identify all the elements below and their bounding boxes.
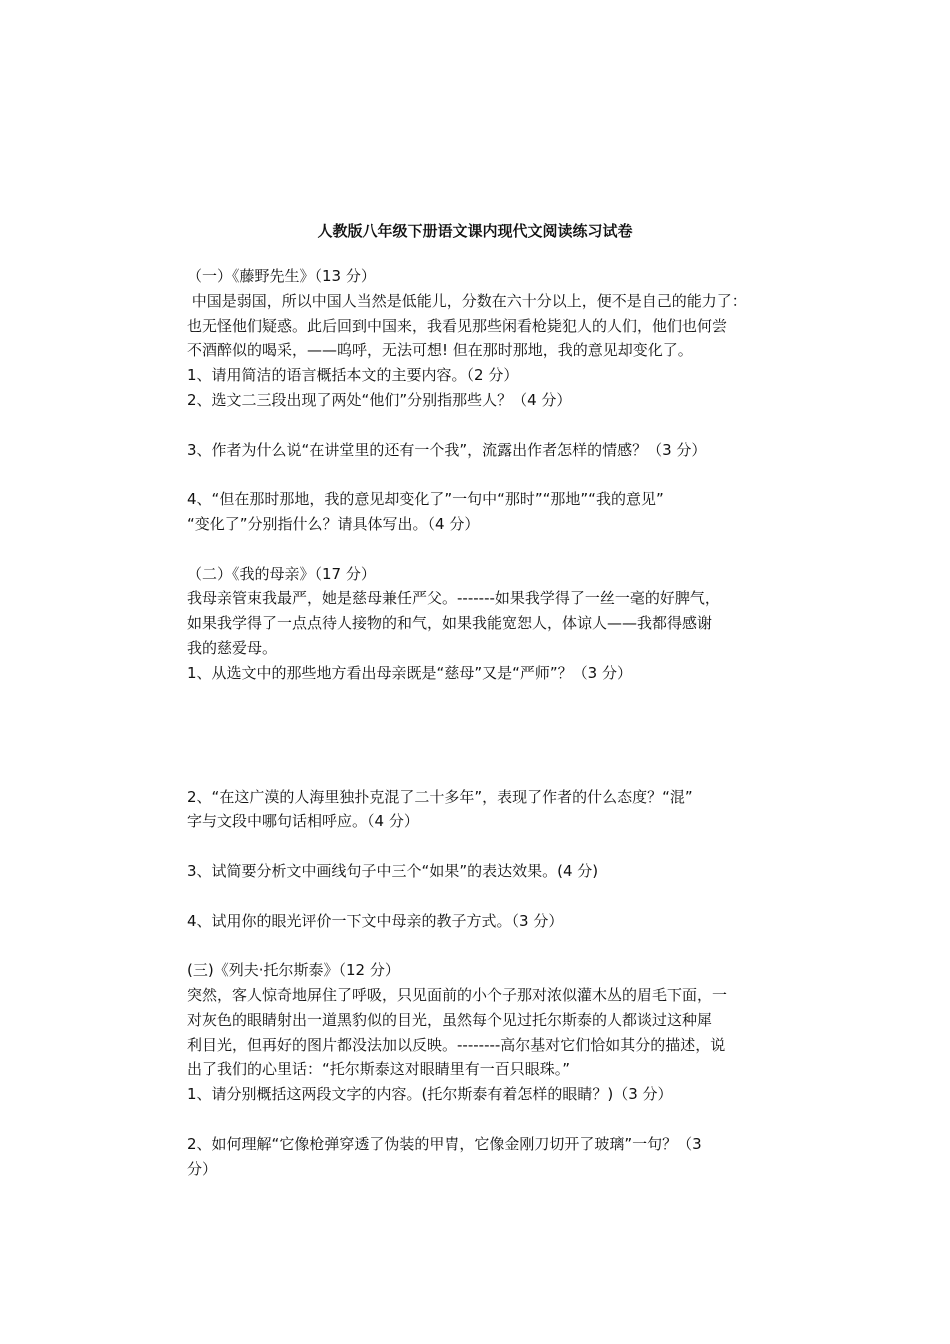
section-heading: （一）《藤野先生》（13 分） (187, 267, 376, 285)
passage-line: 也无怪他们疑惑。此后回到中国来，我看见那些闲看枪毙犯人的人们，他们也何尝 (187, 316, 728, 335)
answer-space (187, 537, 777, 562)
passage-line: 中国是弱国，所以中国人当然是低能儿，分数在六十分以上，便不是自己的能力了： (187, 291, 747, 310)
question-continued: “变化了”分别指什么？请具体写出。（4 分） (187, 514, 480, 533)
question-continued: 字与文段中哪句话相呼应。（4 分） (187, 812, 419, 831)
question-continued: 分） (187, 1159, 218, 1178)
answer-space (187, 1107, 777, 1132)
answer-space (187, 933, 777, 958)
passage-line: 对灰色的眼睛射出一道黑豹似的目光，虽然每个见过托尔斯泰的人都谈过这种犀 (187, 1010, 713, 1029)
passage-line: 如果我学得了一点点待人接物的和气，如果我能宽恕人，体谅人——我都得感谢 (187, 614, 713, 633)
question: 2、选文二三段出现了两处“他们”分别指那些人？（4 分） (187, 390, 572, 409)
question: 3、试简要分析文中画线句子中三个“如果”的表达效果。(4 分) (187, 861, 599, 880)
question: 1、请用简洁的语言概括本文的主要内容。（2 分） (187, 366, 519, 385)
question: 1、从选文中的那些地方看出母亲既是“慈母”又是“严师”？（3 分） (187, 663, 632, 682)
passage-line: 利目光，但再好的图片都没法加以反映。--------高尔基对它们恰如其分的描述，说 (187, 1035, 726, 1054)
answer-space (187, 884, 777, 909)
question: 3、作者为什么说“在讲堂里的还有一个我”，流露出作者怎样的情感？（3 分） (187, 440, 707, 459)
document-body (187, 264, 777, 1181)
section-heading: (三)《列夫·托尔斯泰》（12 分） (187, 961, 400, 980)
passage-line: 我的慈爱母。 (187, 638, 278, 657)
question: 2、如何理解“它像枪弹穿透了伪装的甲胄，它像金刚刀切开了玻璃”一句？（3 (187, 1134, 702, 1153)
document-title: 人教版八年级下册语文课内现代文阅读练习试卷 (317, 222, 633, 240)
passage-line: 出了我们的心里话：“托尔斯泰这对眼睛里有一百只眼珠。” (187, 1060, 571, 1079)
answer-space (187, 686, 777, 785)
passage-line: 我母亲管束我最严，她是慈母兼任严父。-------如果我学得了一丝一毫的好脾气， (187, 589, 720, 608)
question: 4、“但在那时那地，我的意见却变化了”一句中“那时”“那地”“我的意见” (187, 490, 664, 509)
answer-space (187, 413, 777, 438)
question: 4、试用你的眼光评价一下文中母亲的教子方式。（3 分） (187, 911, 564, 930)
question: 2、“在这广漠的人海里独扑克混了二十多年”，表现了作者的什么态度？“混” (187, 787, 693, 806)
passage-line: 不酒醉似的喝采，——呜呼，无法可想! 但在那时那地，我的意见却变化了。 (187, 341, 693, 360)
passage-line: 突然，客人惊奇地屏住了呼吸，只见面前的小个子那对浓似灌木丛的眉毛下面，一 (187, 985, 728, 1004)
answer-space (187, 462, 777, 487)
question: 1、请分别概括这两段文字的内容。(托尔斯泰有着怎样的眼睛？)（3 分） (187, 1085, 673, 1104)
section-heading: （二）《我的母亲》（17 分） (187, 564, 376, 583)
answer-space (187, 834, 777, 859)
